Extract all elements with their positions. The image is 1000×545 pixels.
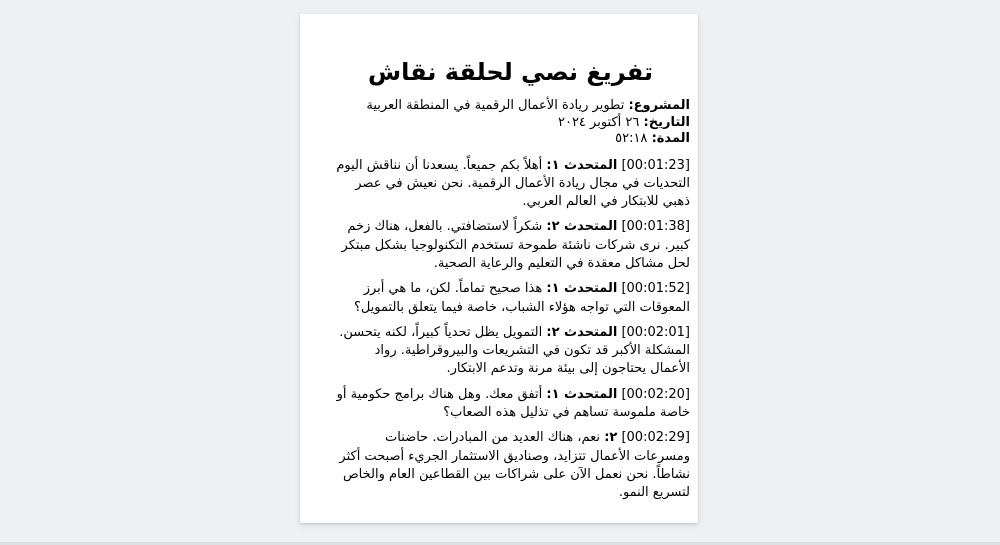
transcript-paragraph [331, 324, 690, 379]
timestamp: [00:02:01] [621, 324, 690, 340]
speaker-label: المتحدث ١: [546, 157, 618, 173]
metadata-duration-label: المدة: [651, 131, 690, 146]
utterance-text: هذا صحيح تماماً. لكن، ما هي أبرز المعوقات التي تواجه هؤلاء الشباب، خاصة فيما يتعلق بالتمويل؟ [353, 281, 690, 315]
transcript-paragraph [331, 218, 690, 273]
utterance-text: أهلاً بكم جميعاً. يسعدنا أن نناقش اليوم التحديات في مجال ريادة الأعمال الرقمية. نحن نعيش في عصر ذهبي للابتكار في العالم العربي. [336, 157, 690, 210]
document-title: تفريغ نصي لحلقة نقاش [368, 58, 653, 86]
metadata-date [331, 115, 690, 132]
speaker-label: المتحدث ١: [546, 386, 618, 402]
transcript-body [331, 157, 690, 503]
timestamp: [00:01:23] [621, 157, 690, 173]
metadata-project-label: المشروع: [628, 98, 690, 113]
metadata-block [331, 98, 690, 148]
metadata-duration-value: ٥٢:١٨ [615, 131, 648, 146]
transcript-paragraph [331, 157, 690, 212]
timestamp: [00:01:38] [621, 219, 690, 235]
timestamp: [00:01:52] [621, 281, 690, 297]
transcript-paragraph [331, 280, 690, 317]
metadata-duration [331, 131, 690, 148]
speaker-label: ٢: [604, 430, 618, 446]
utterance-text: نعم، هناك العديد من المبادرات. حاضنات ومسرعات الأعمال تتزايد، وصناديق الاستثمار الجريء أصبحت أكثر نشاطاً. نحن نعمل الآن على شراكات بين القطاعين العام والخاص لتسريع النمو. [339, 430, 690, 501]
metadata-project-value: تطوير ريادة الأعمال الرقمية في المنطقة العربية [366, 98, 625, 113]
transcript-paragraph [331, 429, 690, 502]
metadata-date-label: التاريخ: [643, 114, 690, 130]
metadata-date-value: ٢٦ أكتوبر ٢٠٢٤ [557, 114, 640, 130]
transcript-paragraph [331, 386, 690, 423]
speaker-label: المتحدث ١: [546, 281, 618, 297]
speaker-label: المتحدث ٢: [546, 324, 618, 340]
timestamp: [00:02:20] [621, 386, 690, 402]
timestamp: [00:02:29] [621, 430, 690, 446]
speaker-label: المتحدث ٢: [546, 219, 618, 235]
document-page [300, 14, 698, 523]
utterance-text: شكراً لاستضافتي. بالفعل، هناك زخم كبير. نرى شركات ناشئة طموحة تستخدم التكنولوجيا بشكل مبتكر لحل مشاكل معقدة في التعليم والرعاية الصحية. [341, 219, 690, 271]
utterance-text: أتفق معك. وهل هناك برامج حكومية أو خاصة ملموسة تساهم في تذليل هذه الصعاب؟ [336, 386, 690, 421]
metadata-project [331, 98, 690, 115]
utterance-text: التمويل يظل تحدياً كبيراً، لكنه يتحسن. المشكلة الأكبر قد تكون في التشريعات والبيروقراطية. رواد الأعمال يحتاجون إلى بيئة مرنة وتدعم الابتكار. [339, 324, 690, 377]
